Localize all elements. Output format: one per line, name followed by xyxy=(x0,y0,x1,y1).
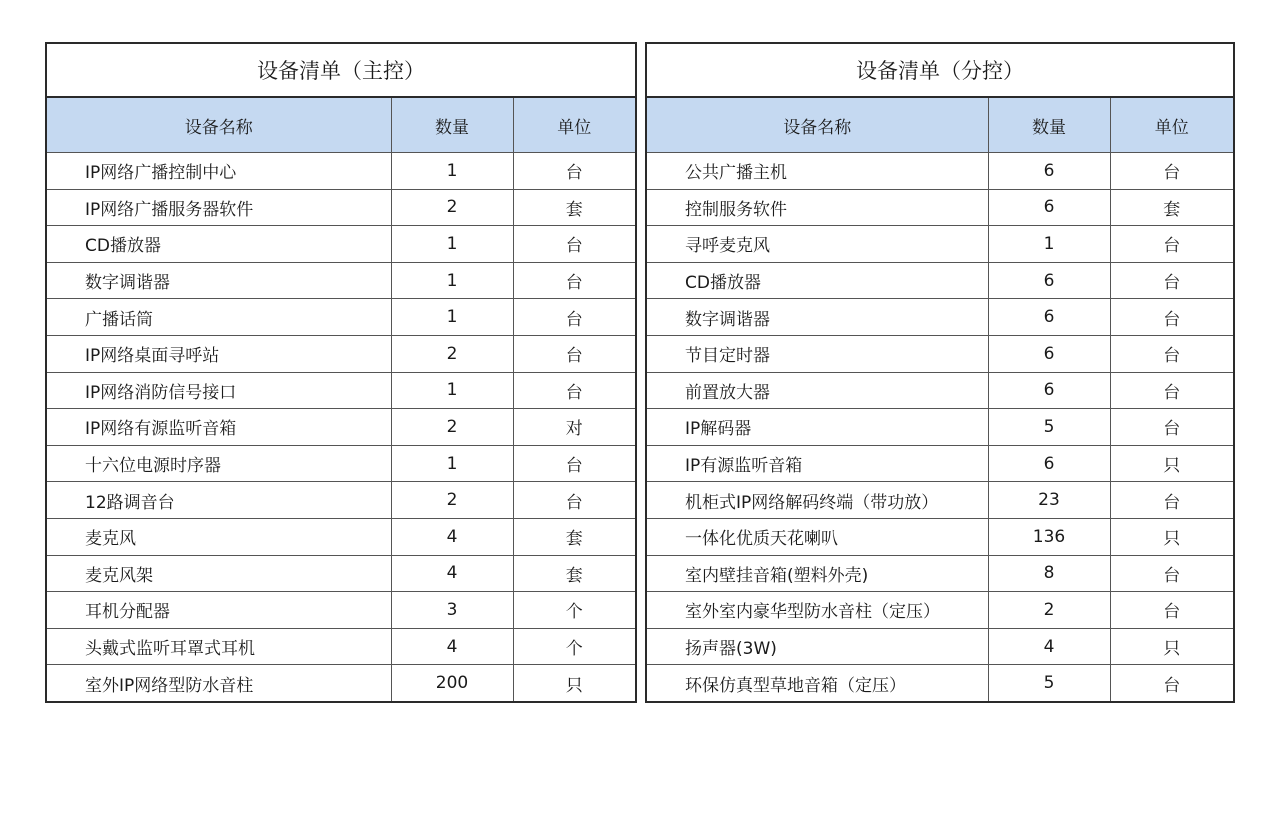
unit-cell: 台 xyxy=(513,372,636,409)
table-row xyxy=(46,262,636,299)
quantity-cell: 4 xyxy=(391,518,513,555)
unit-cell: 台 xyxy=(513,299,636,336)
quantity-cell: 6 xyxy=(988,299,1110,336)
quantity-cell: 2 xyxy=(391,482,513,519)
quantity-cell: 1 xyxy=(391,153,513,190)
equipment-name-cell: 节目定时器 xyxy=(646,335,988,372)
column-header-quantity: 数量 xyxy=(988,97,1110,153)
quantity-cell: 2 xyxy=(988,592,1110,629)
table-row xyxy=(646,628,1234,665)
table-row xyxy=(46,226,636,263)
unit-cell: 台 xyxy=(1110,409,1234,446)
unit-cell: 套 xyxy=(513,555,636,592)
table-row xyxy=(646,518,1234,555)
quantity-cell: 6 xyxy=(988,372,1110,409)
unit-cell: 个 xyxy=(513,592,636,629)
equipment-name-cell: IP网络广播控制中心 xyxy=(46,153,391,190)
equipment-name-cell: 一体化优质天花喇叭 xyxy=(646,518,988,555)
unit-cell: 台 xyxy=(1110,335,1234,372)
equipment-name-cell: 室外IP网络型防水音柱 xyxy=(46,665,391,702)
equipment-name-cell: 数字调谐器 xyxy=(646,299,988,336)
column-header-unit: 单位 xyxy=(513,97,636,153)
quantity-cell: 6 xyxy=(988,335,1110,372)
equipment-name-cell: 环保仿真型草地音箱（定压） xyxy=(646,665,988,702)
equipment-name-cell: IP网络消防信号接口 xyxy=(46,372,391,409)
equipment-name-cell: 机柜式IP网络解码终端（带功放） xyxy=(646,482,988,519)
quantity-cell: 6 xyxy=(988,445,1110,482)
quantity-cell: 1 xyxy=(988,226,1110,263)
table-title: 设备清单（主控） xyxy=(46,43,636,97)
quantity-cell: 200 xyxy=(391,665,513,702)
unit-cell: 台 xyxy=(1110,665,1234,702)
table-row xyxy=(646,262,1234,299)
quantity-cell: 1 xyxy=(391,372,513,409)
equipment-name-cell: IP网络广播服务器软件 xyxy=(46,189,391,226)
equipment-name-cell: IP网络有源监听音箱 xyxy=(46,409,391,446)
unit-cell: 台 xyxy=(513,153,636,190)
quantity-cell: 6 xyxy=(988,153,1110,190)
unit-cell: 台 xyxy=(1110,153,1234,190)
unit-cell: 对 xyxy=(513,409,636,446)
table-row xyxy=(646,153,1234,190)
quantity-cell: 2 xyxy=(391,189,513,226)
table-title: 设备清单（分控） xyxy=(646,43,1234,97)
quantity-cell: 6 xyxy=(988,189,1110,226)
equipment-name-cell: 数字调谐器 xyxy=(46,262,391,299)
table-row xyxy=(646,482,1234,519)
equipment-name-cell: CD播放器 xyxy=(646,262,988,299)
equipment-name-cell: 头戴式监听耳罩式耳机 xyxy=(46,628,391,665)
equipment-name-cell: 寻呼麦克风 xyxy=(646,226,988,263)
table-row xyxy=(46,482,636,519)
quantity-cell: 4 xyxy=(988,628,1110,665)
column-header-name: 设备名称 xyxy=(46,97,391,153)
unit-cell: 只 xyxy=(513,665,636,702)
quantity-cell: 1 xyxy=(391,445,513,482)
unit-cell: 台 xyxy=(513,482,636,519)
unit-cell: 台 xyxy=(1110,262,1234,299)
equipment-name-cell: 前置放大器 xyxy=(646,372,988,409)
equipment-name-cell: 控制服务软件 xyxy=(646,189,988,226)
quantity-cell: 2 xyxy=(391,335,513,372)
equipment-name-cell: 公共广播主机 xyxy=(646,153,988,190)
equipment-name-cell: 耳机分配器 xyxy=(46,592,391,629)
equipment-name-cell: IP有源监听音箱 xyxy=(646,445,988,482)
main-control-equipment-table xyxy=(45,42,637,703)
quantity-cell: 5 xyxy=(988,665,1110,702)
quantity-cell: 23 xyxy=(988,482,1110,519)
unit-cell: 台 xyxy=(1110,555,1234,592)
table-row xyxy=(646,409,1234,446)
equipment-name-cell: 12路调音台 xyxy=(46,482,391,519)
table-row xyxy=(46,335,636,372)
table-row xyxy=(46,628,636,665)
table-row xyxy=(46,555,636,592)
equipment-name-cell: CD播放器 xyxy=(46,226,391,263)
quantity-cell: 2 xyxy=(391,409,513,446)
unit-cell: 只 xyxy=(1110,628,1234,665)
column-header-quantity: 数量 xyxy=(391,97,513,153)
table-row xyxy=(46,592,636,629)
table-row xyxy=(646,445,1234,482)
quantity-cell: 1 xyxy=(391,226,513,263)
table-row xyxy=(646,299,1234,336)
table-row xyxy=(646,189,1234,226)
unit-cell: 套 xyxy=(1110,189,1234,226)
unit-cell: 台 xyxy=(513,335,636,372)
quantity-cell: 8 xyxy=(988,555,1110,592)
table-row xyxy=(646,592,1234,629)
table-row xyxy=(646,665,1234,702)
table-row xyxy=(646,335,1234,372)
quantity-cell: 4 xyxy=(391,628,513,665)
table-row xyxy=(46,372,636,409)
equipment-name-cell: 麦克风 xyxy=(46,518,391,555)
unit-cell: 台 xyxy=(1110,372,1234,409)
unit-cell: 台 xyxy=(1110,299,1234,336)
quantity-cell: 1 xyxy=(391,262,513,299)
table-row xyxy=(46,518,636,555)
quantity-cell: 4 xyxy=(391,555,513,592)
table-row xyxy=(46,665,636,702)
table-row xyxy=(646,555,1234,592)
equipment-name-cell: 麦克风架 xyxy=(46,555,391,592)
unit-cell: 个 xyxy=(513,628,636,665)
quantity-cell: 6 xyxy=(988,262,1110,299)
unit-cell: 只 xyxy=(1110,518,1234,555)
unit-cell: 台 xyxy=(513,445,636,482)
equipment-name-cell: IP网络桌面寻呼站 xyxy=(46,335,391,372)
unit-cell: 台 xyxy=(1110,592,1234,629)
equipment-name-cell: 广播话筒 xyxy=(46,299,391,336)
unit-cell: 台 xyxy=(1110,482,1234,519)
unit-cell: 套 xyxy=(513,518,636,555)
column-header-unit: 单位 xyxy=(1110,97,1234,153)
unit-cell: 台 xyxy=(1110,226,1234,263)
table-row xyxy=(46,409,636,446)
quantity-cell: 3 xyxy=(391,592,513,629)
branch-control-equipment-table xyxy=(645,42,1235,703)
quantity-cell: 136 xyxy=(988,518,1110,555)
table-row xyxy=(46,189,636,226)
equipment-name-cell: 十六位电源时序器 xyxy=(46,445,391,482)
table-row xyxy=(646,372,1234,409)
unit-cell: 套 xyxy=(513,189,636,226)
equipment-name-cell: 室内壁挂音箱(塑料外壳) xyxy=(646,555,988,592)
quantity-cell: 5 xyxy=(988,409,1110,446)
table-row xyxy=(646,226,1234,263)
table-row xyxy=(46,445,636,482)
equipment-name-cell: 扬声器(3W) xyxy=(646,628,988,665)
equipment-name-cell: 室外室内豪华型防水音柱（定压） xyxy=(646,592,988,629)
table-row xyxy=(46,299,636,336)
unit-cell: 台 xyxy=(513,226,636,263)
unit-cell: 台 xyxy=(513,262,636,299)
table-row xyxy=(46,153,636,190)
unit-cell: 只 xyxy=(1110,445,1234,482)
column-header-name: 设备名称 xyxy=(646,97,988,153)
quantity-cell: 1 xyxy=(391,299,513,336)
equipment-name-cell: IP解码器 xyxy=(646,409,988,446)
